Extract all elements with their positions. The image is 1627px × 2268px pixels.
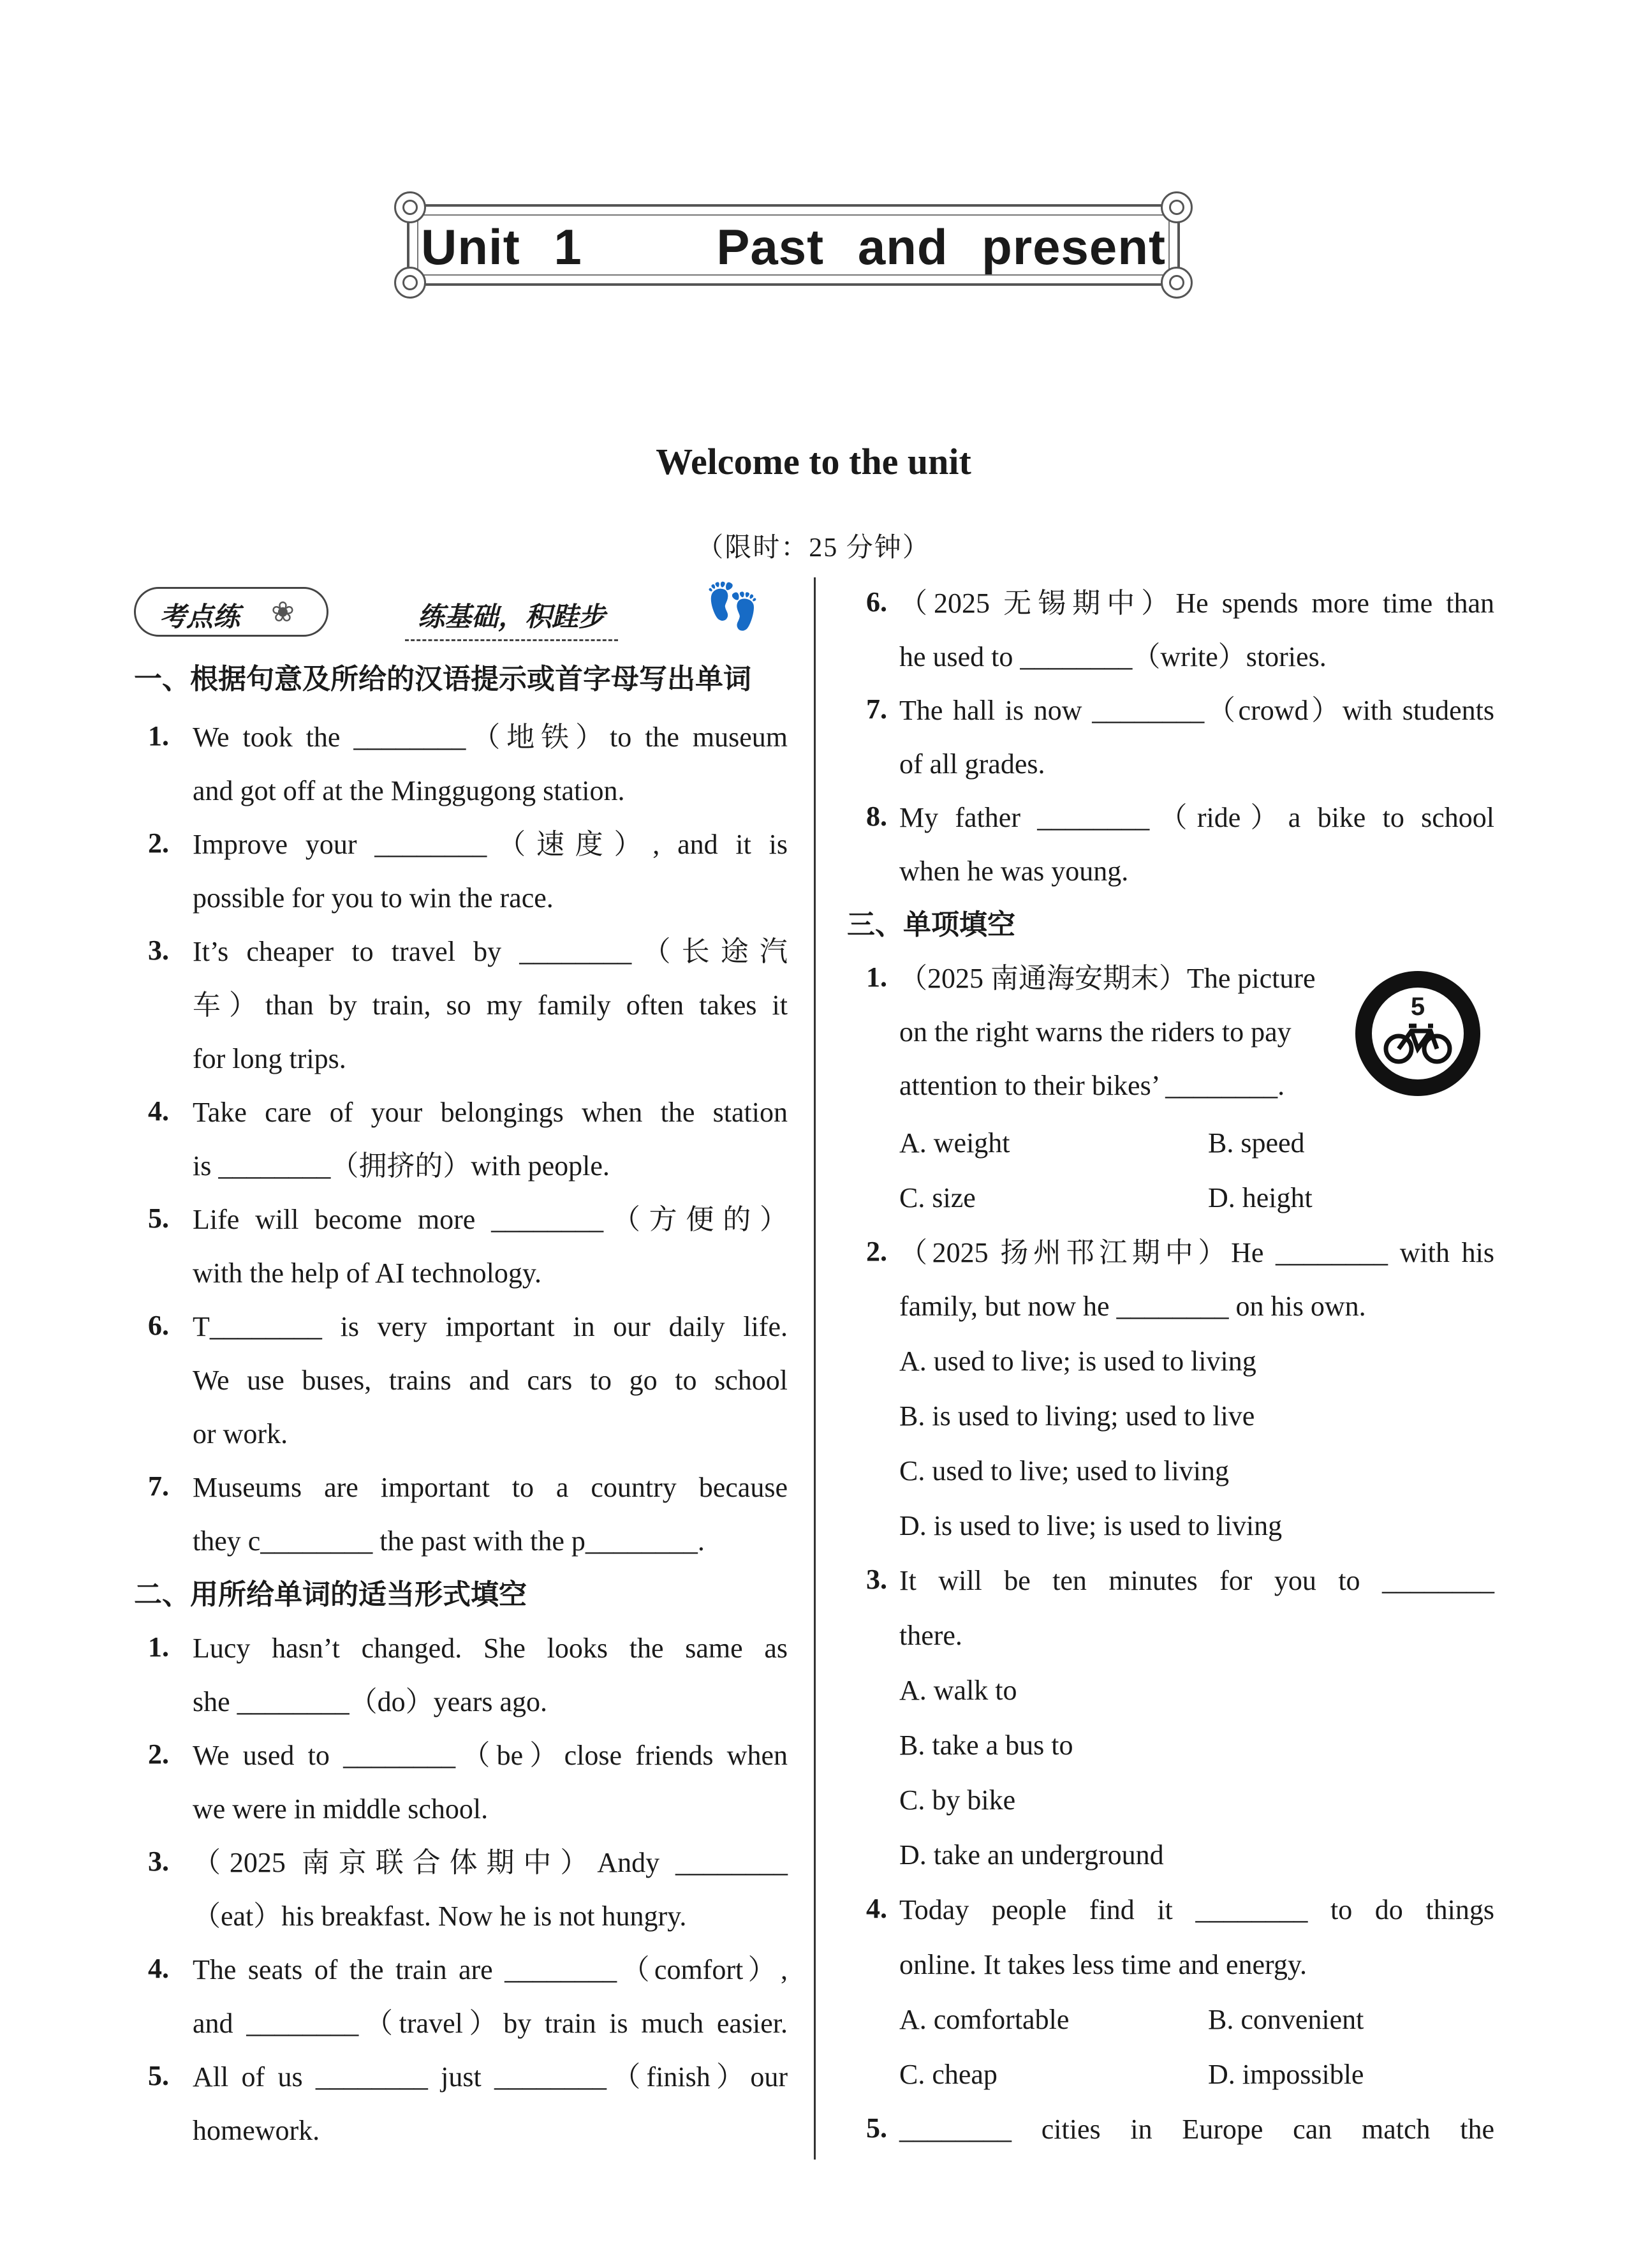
practice-badge [134, 582, 788, 638]
question-line: Improve your ________（速度）, and it is [193, 829, 788, 860]
column-divider [814, 577, 816, 2160]
footprints-icon: 👣 [705, 582, 761, 632]
question-line: All of us ________ just ________（finish）our [193, 2061, 788, 2093]
question-line: she ________（do）years ago. [193, 1686, 548, 1717]
option: B. convenient [1208, 2004, 1364, 2035]
item-number: 2. [148, 827, 169, 859]
item-number: 7. [866, 693, 887, 725]
item-number: 8. [866, 801, 887, 832]
question-line: （2025 南京联合体期中）Andy ________ [193, 1847, 788, 1878]
option: D. is used to live; is used to living [899, 1510, 1283, 1541]
part1-heading: 一、根据句意及所给的汉语提示或首字母写出单词 [134, 663, 751, 695]
badge-motto: 练基础，积跬步 [405, 596, 618, 641]
option: D. height [1208, 1182, 1313, 1213]
question-line: ________ cities in Europe can match the [899, 2114, 1494, 2145]
question-line: of all grades. [899, 748, 1045, 780]
question-line: attention to their bikes’ ________. [899, 1070, 1285, 1101]
option: A. walk to [899, 1675, 1017, 1706]
question-line: he used to ________（write）stories. [899, 641, 1327, 672]
option: B. speed [1208, 1127, 1305, 1159]
time-limit: （限时：25 分钟） [696, 533, 931, 563]
question-line: Museums are important to a country because [193, 1472, 788, 1503]
question-line: they c________ the past with the p________. [193, 1525, 705, 1557]
question-line: Life will become more ________（方便的） [193, 1204, 788, 1235]
item-number: 5. [148, 2060, 169, 2091]
question-line: The seats of the train are ________（comfort）, [193, 1954, 788, 1985]
question-line: with the help of AI technology. [193, 1257, 542, 1289]
option: C. used to live; used to living [899, 1455, 1229, 1486]
question-line: （2025 扬州邗江期中）He ________ with his [899, 1237, 1494, 1268]
question-line: T________ is very important in our daily life. [193, 1311, 788, 1342]
question-line: family, but now he ________ on his own. [899, 1291, 1366, 1322]
question-line: is ________（拥挤的）with people. [193, 1150, 610, 1182]
option: C. cheap [899, 2059, 998, 2090]
item-number: 1. [148, 1631, 169, 1663]
part3-heading: 三、单项填空 [847, 908, 1015, 941]
option: D. impossible [1208, 2059, 1364, 2090]
item-number: 7. [148, 1471, 169, 1502]
section-title: Welcome to the unit [656, 441, 971, 482]
bicycle-icon [1372, 988, 1464, 1079]
option: A. weight [899, 1127, 1010, 1159]
question-line: possible for you to win the race. [193, 882, 554, 914]
question-line: Today people find it ________ to do things [899, 1894, 1494, 1925]
question-line: online. It takes less time and energy. [899, 1949, 1307, 1980]
option: A. used to live; is used to living [899, 1345, 1256, 1377]
question-line: （2025 无锡期中）He spends more time than [899, 588, 1494, 619]
question-line: there. [899, 1620, 962, 1651]
question-line: （eat）his breakfast. Now he is not hungry. [193, 1901, 687, 1932]
question-line: homework. [193, 2115, 320, 2146]
option: D. take an underground [899, 1839, 1164, 1871]
item-number: 2. [148, 1738, 169, 1770]
lotus-icon: ❀ [271, 597, 295, 628]
unit-title-banner [407, 204, 1180, 286]
question-line: and ________（travel）by train is much easier. [193, 2008, 788, 2039]
question-line: 车）than by train, so my family often takes it [193, 989, 788, 1021]
item-number: 3. [866, 1564, 887, 1595]
question-line: We took the ________（地铁）to the museum [193, 722, 788, 753]
part2-heading: 二、用所给单词的适当形式填空 [134, 1578, 527, 1611]
item-number: 4. [148, 1953, 169, 1984]
option: C. size [899, 1182, 976, 1213]
option: A. comfortable [899, 2004, 1070, 2035]
item-number: 2. [866, 1236, 887, 1267]
item-number: 3. [148, 1846, 169, 1877]
question-line: My father ________（ride）a bike to school [899, 802, 1494, 833]
item-number: 5. [866, 2112, 887, 2144]
item-number: 3. [148, 935, 169, 966]
badge-label: 考点练 [159, 601, 240, 632]
question-line: when he was young. [899, 856, 1129, 887]
question-line: Lucy hasn’t changed. She looks the same as [193, 1633, 788, 1664]
question-line: for long trips. [193, 1043, 346, 1074]
item-number: 6. [866, 586, 887, 618]
option: C. by bike [899, 1784, 1016, 1816]
option: B. take a bus to [899, 1730, 1073, 1761]
question-line: or work. [193, 1418, 288, 1449]
item-number: 6. [148, 1310, 169, 1341]
item-number: 4. [866, 1893, 887, 1924]
question-line: We use buses, trains and cars to go to school [193, 1365, 788, 1396]
item-number: 1. [866, 961, 887, 993]
question-line: The hall is now ________（crowd）with students [899, 695, 1494, 726]
bicycle-speed-sign-icon [1355, 971, 1480, 1096]
item-number: 1. [148, 720, 169, 752]
option: B. is used to living; used to live [899, 1400, 1255, 1432]
question-line: It’s cheaper to travel by ________（长途汽 [193, 936, 788, 967]
question-line: we were in middle school. [193, 1793, 489, 1825]
question-line: on the right warns the riders to pay [899, 1016, 1292, 1048]
question-line: It will be ten minutes for you to ________ [899, 1565, 1494, 1596]
item-number: 4. [148, 1095, 169, 1127]
question-line: （2025 南通海安期末）The picture [899, 963, 1316, 994]
question-line: We used to ________（be）close friends when [193, 1740, 788, 1771]
question-line: Take care of your belongings when the station [193, 1097, 788, 1128]
unit-title: Unit 1 Past and present [421, 219, 1166, 275]
item-number: 5. [148, 1203, 169, 1234]
sign-number: 5 [1410, 993, 1425, 1021]
question-line: and got off at the Minggugong station. [193, 775, 625, 806]
